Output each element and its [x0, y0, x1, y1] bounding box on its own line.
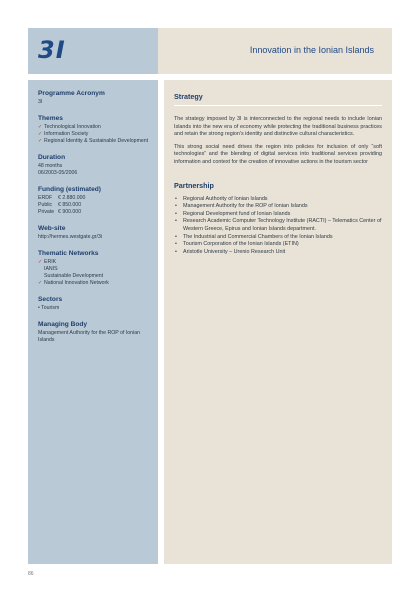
- programme-logo: 3I: [38, 36, 66, 64]
- check-icon: ✓: [38, 259, 43, 265]
- acronym-section: [38, 90, 152, 106]
- section-heading: Themes: [38, 115, 63, 122]
- section-heading: Sectors: [38, 296, 63, 303]
- network-item: IANIS: [44, 266, 58, 272]
- sector-item: • Tourism: [38, 305, 60, 311]
- network-item: ✓ National Innovation Network: [38, 280, 109, 286]
- funding-section: [38, 186, 152, 216]
- partner-item: • Research Academic Computer Technology Institute (RACTI) – Telematics Center of Western Greece, Epirus and Ionian Islands department.: [174, 218, 382, 233]
- section-heading: Duration: [38, 154, 66, 161]
- duration-dates: 06/2003-05/2006: [38, 170, 78, 176]
- sidebar: [28, 80, 158, 564]
- section-heading: Funding (estimated): [38, 186, 102, 193]
- strategy-heading: Strategy: [174, 92, 203, 101]
- network-item: Sustainable Development: [44, 273, 104, 279]
- funding-row: Private € 900.000: [38, 209, 82, 215]
- website-section: [38, 225, 152, 241]
- partner-item: • Aristotle University – Urenio Research Unit: [174, 249, 382, 257]
- page-header: [28, 28, 392, 74]
- funding-row: Public € 850.000: [38, 202, 82, 208]
- partner-item: • Regional Authority of Ionian Islands: [174, 196, 382, 204]
- logo-panel: [28, 28, 158, 74]
- page-number: 86: [28, 571, 34, 577]
- theme-item: ✓ Technological Innovation: [38, 124, 101, 130]
- divider: [174, 105, 382, 106]
- strategy-paragraph: This strong social need drives the region into policies for inclusion of only “soft technologies” and the blending of digital services into traditional services providing information and context for the creation of innovative actions in the tourism sector: [174, 143, 382, 165]
- check-icon: ✓: [38, 131, 43, 137]
- theme-item: ✓ Information Society: [38, 131, 89, 137]
- section-heading: Thematic Networks: [38, 250, 99, 257]
- check-icon: ✓: [38, 124, 43, 130]
- network-item: ✓ ERIK: [38, 259, 57, 265]
- check-icon: ✓: [38, 138, 43, 144]
- strategy-paragraph: The strategy imposed by 3I is interconnected to the regional needs to include Ionian Islands into the new era of economy while protecting the traditional business practices and retain the strong region's identity and distinctive cultural characteristics.: [174, 116, 382, 138]
- managing-value: Management Authority for the ROP of Ionian Islands: [38, 330, 140, 343]
- section-heading: Web-site: [38, 225, 66, 232]
- main-content: [164, 80, 392, 564]
- partnership-heading: Partnership: [174, 180, 214, 190]
- section-heading: Managing Body: [38, 321, 88, 328]
- duration-section: [38, 154, 152, 177]
- partner-item: • Regional Development fund of Ionian Islands: [174, 211, 382, 219]
- managing-section: [38, 321, 152, 344]
- partner-item: • The Industrial and Commercial Chambers of the Ionian Islands: [174, 234, 382, 242]
- partner-item: • Tourism Corporation of the Ionian Islands (ETIN): [174, 241, 382, 249]
- theme-item: ✓ Regional Identity & Sustainable Development: [38, 138, 149, 144]
- duration-months: 48 months: [38, 163, 63, 169]
- page-title: Innovation in the Ionian Islands: [249, 45, 374, 55]
- check-icon: ✓: [38, 280, 43, 286]
- sectors-section: [38, 296, 152, 312]
- website-link[interactable]: http://hermes.westgate.gr/3i: [38, 234, 103, 240]
- partner-list: [174, 196, 382, 257]
- partner-item: • Management Authority for the ROP of Ionian Islands: [174, 203, 382, 211]
- funding-row: ERDF € 2.880.000: [38, 195, 86, 201]
- section-heading: Programme Acronym: [38, 90, 105, 97]
- themes-section: [38, 115, 152, 145]
- networks-section: [38, 250, 152, 287]
- acronym-value: 3I: [38, 99, 43, 105]
